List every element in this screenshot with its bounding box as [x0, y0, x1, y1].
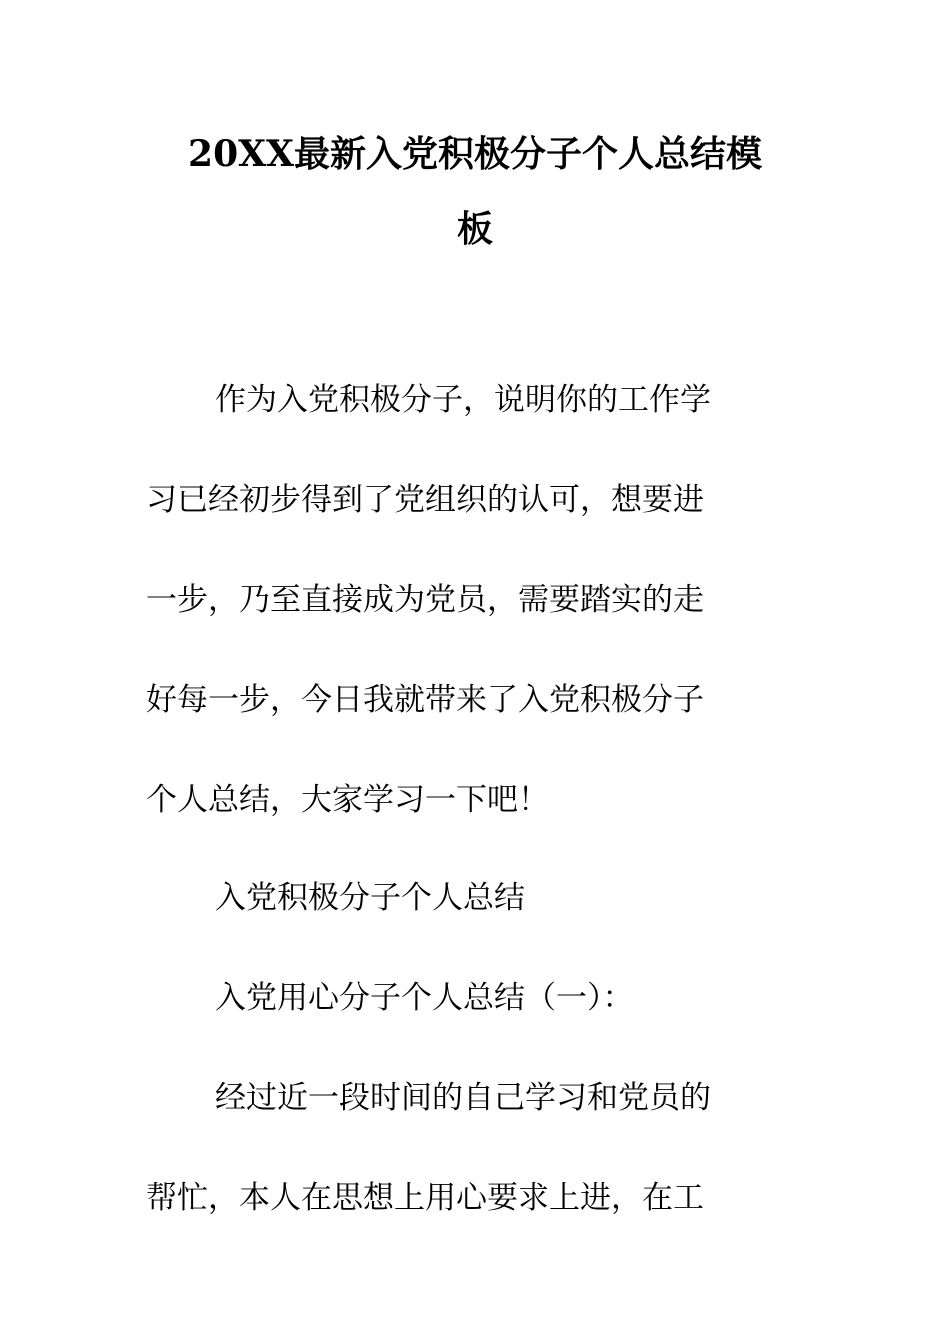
document-title-line-1: 20XX最新入党积极分子个人总结模 [188, 133, 762, 175]
paragraph-line: 习已经初步得到了党组织的认可，想要进 [146, 482, 704, 518]
subsection-heading: 入党用心分子个人总结（一）： [215, 980, 634, 1016]
paragraph-line: 好每一步，今日我就带来了入党积极分子 [146, 682, 704, 718]
paragraph-line: 帮忙，本人在思想上用心要求上进，在工 [146, 1180, 704, 1216]
document-title-line-2: 板 [456, 208, 493, 250]
paragraph-line: 经过近一段时间的自己学习和党员的 [215, 1080, 711, 1116]
paragraph-line: 个人总结，大家学习一下吧！ [146, 782, 549, 818]
paragraph-line: 一步，乃至直接成为党员，需要踏实的走 [146, 582, 704, 618]
paragraph-line: 作为入党积极分子，说明你的工作学 [215, 382, 711, 418]
section-heading: 入党积极分子个人总结 [215, 880, 525, 916]
